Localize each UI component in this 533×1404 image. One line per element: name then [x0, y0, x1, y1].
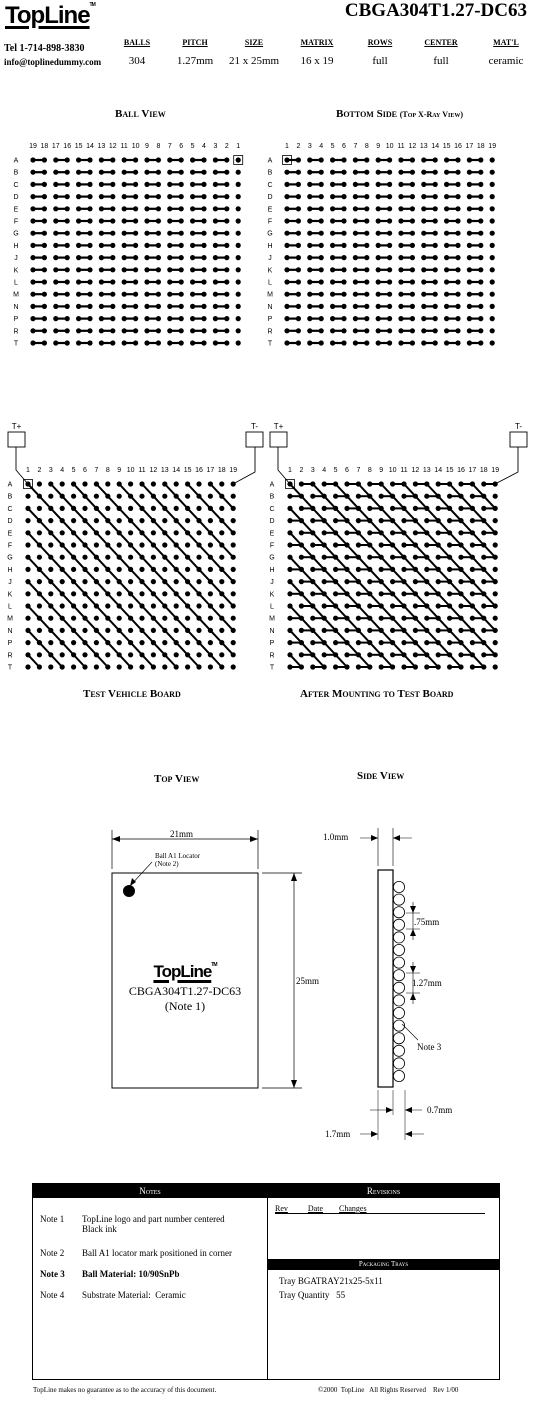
column-label: 3	[48, 467, 53, 474]
revisions-table-header: Rev Date Changes	[275, 1204, 485, 1214]
column-label: 7	[353, 143, 358, 150]
column-label: 1	[285, 143, 289, 150]
column-label: 16	[457, 467, 465, 474]
column-label: 16	[63, 143, 72, 150]
row-label: T	[13, 340, 19, 348]
spec-value: 21 x 25mm	[228, 55, 280, 67]
bottom-side-title: Bottom Side (Top X-Ray View)	[336, 108, 464, 120]
column-label: 2	[224, 143, 229, 150]
side-ball	[393, 919, 404, 930]
column-label: 9	[376, 143, 381, 150]
column-label: 4	[319, 143, 324, 150]
spec-value: 304	[128, 55, 146, 67]
row-label: A	[269, 481, 275, 489]
spec-value: full	[372, 55, 388, 67]
row-label: C	[13, 181, 19, 189]
spec-label: ROWS	[367, 38, 393, 47]
column-label: 6	[179, 143, 184, 150]
column-label: 7	[167, 143, 172, 150]
spec-value: 16 x 19	[300, 55, 334, 67]
row-label: L	[14, 279, 18, 287]
row-label: N	[13, 303, 19, 311]
row-label: L	[8, 603, 12, 611]
column-label: 5	[190, 143, 195, 150]
bottom-left-dimension: 1.7mm	[325, 1129, 351, 1139]
row-label: B	[269, 493, 275, 501]
chip-marking: TopLine™ CBGA304T1.27-DC63 (Note 1)	[128, 962, 242, 1013]
row-label: G	[269, 554, 275, 562]
row-label: F	[13, 218, 19, 226]
column-label: 18	[40, 143, 49, 150]
top-view-title: Top View	[154, 773, 200, 785]
row-label: N	[267, 303, 273, 311]
column-label: 12	[408, 143, 417, 150]
row-label: R	[13, 328, 19, 336]
note-number: Note 4	[40, 1290, 65, 1300]
column-label: 10	[385, 143, 394, 150]
row-label: H	[13, 242, 19, 250]
side-ball	[393, 944, 404, 955]
row-label: P	[7, 640, 13, 648]
row-label: J	[268, 255, 272, 263]
row-label: H	[7, 566, 13, 574]
row-label: T	[267, 340, 273, 348]
column-label: 4	[322, 467, 327, 474]
row-label: P	[269, 640, 275, 648]
column-label: 18	[217, 467, 226, 474]
row-label: R	[267, 328, 273, 336]
side-ball	[393, 1058, 404, 1069]
row-label: G	[267, 230, 273, 238]
column-label: 19	[491, 467, 500, 474]
column-label: 10	[131, 143, 140, 150]
column-label: 13	[419, 143, 428, 150]
column-label: 8	[156, 143, 161, 150]
row-label: H	[267, 242, 273, 250]
row-label: D	[267, 194, 273, 202]
ball-diameter-dimension: .75mm	[414, 917, 440, 927]
column-label: 5	[71, 467, 76, 474]
column-label: 6	[345, 467, 349, 474]
thickness-dimension: 1.0mm	[323, 832, 349, 842]
notes-panel	[32, 1183, 500, 1380]
column-label: 4	[202, 143, 206, 150]
side-ball	[393, 970, 404, 981]
height-dimension: 25mm	[296, 976, 320, 986]
test-vehicle-title: Test Vehicle Board	[83, 688, 181, 700]
ball-view-title: Ball View	[115, 108, 166, 120]
topline-logo: TopLine™	[5, 2, 95, 29]
column-label: 19	[29, 143, 37, 150]
row-label: L	[268, 279, 272, 287]
spec-label: CENTER	[424, 38, 458, 47]
column-label: 5	[333, 467, 338, 474]
column-label: 16	[454, 143, 462, 150]
row-label: N	[269, 627, 275, 635]
note-text: Ball A1 locator mark positioned in corner	[82, 1248, 232, 1258]
row-label: B	[267, 169, 273, 177]
column-label: 10	[388, 467, 397, 474]
column-label: 5	[330, 143, 335, 150]
column-label: 6	[83, 467, 87, 474]
row-label: C	[7, 505, 13, 513]
row-label: E	[7, 530, 13, 538]
row-label: K	[269, 591, 275, 599]
row-label: L	[270, 603, 274, 611]
row-label: A	[267, 157, 273, 165]
row-label: K	[7, 591, 13, 599]
column-label: 14	[172, 467, 181, 474]
column-label: 14	[434, 467, 443, 474]
row-label: K	[13, 267, 19, 275]
row-label: K	[267, 267, 273, 275]
column-label: 3	[213, 143, 218, 150]
row-label: G	[13, 230, 19, 238]
column-label: 18	[479, 467, 488, 474]
row-label: M	[7, 615, 13, 623]
after-mounting-title: After Mounting to Test Board	[300, 688, 454, 700]
row-label: E	[13, 206, 19, 214]
column-label: 11	[138, 467, 146, 474]
row-label: D	[13, 194, 19, 202]
row-label: C	[269, 505, 275, 513]
part-number-title: CBGA304T1.27-DC63	[344, 0, 527, 21]
row-label: B	[7, 493, 13, 501]
column-label: 7	[356, 467, 361, 474]
column-label: 2	[296, 143, 301, 150]
row-label: E	[269, 530, 275, 538]
spec-label: MATRIX	[300, 38, 334, 47]
column-label: 15	[183, 467, 192, 474]
row-label: M	[269, 615, 275, 623]
side-substrate	[378, 870, 393, 1087]
spec-label: SIZE	[244, 38, 264, 47]
column-label: 12	[108, 143, 117, 150]
column-label: 14	[86, 143, 94, 150]
side-ball	[393, 957, 404, 968]
row-label: B	[13, 169, 19, 177]
note3-callout: Note 3	[417, 1042, 442, 1052]
column-label: 8	[105, 467, 110, 474]
note-text: Substrate Material: Ceramic	[82, 1290, 186, 1300]
side-ball	[393, 881, 404, 892]
spec-label: PITCH	[182, 38, 208, 47]
column-label: 19	[229, 467, 238, 474]
side-balls	[393, 881, 404, 1081]
side-ball	[393, 1070, 404, 1081]
column-label: 1	[236, 143, 241, 150]
side-ball	[393, 894, 404, 905]
spec-label: BALLS	[123, 38, 151, 47]
column-label: 8	[367, 467, 372, 474]
ball-a1-locator-icon	[123, 885, 135, 897]
side-view-title: Side View	[357, 770, 405, 782]
column-label: 1	[288, 467, 292, 474]
column-label: 13	[97, 143, 106, 150]
note-text: TopLine logo and part number centered Black ink	[82, 1214, 225, 1234]
side-ball	[393, 932, 404, 943]
column-label: 3	[310, 467, 315, 474]
row-label: J	[8, 579, 12, 587]
column-label: 15	[74, 143, 83, 150]
row-label: D	[7, 518, 13, 526]
note-text: Ball Material: 10/90SnPb	[82, 1269, 180, 1279]
row-label: N	[7, 627, 13, 635]
tray-quantity: Tray Quantity 55	[279, 1290, 346, 1300]
row-label: T	[7, 664, 13, 672]
spec-value: 1.27mm	[176, 55, 214, 67]
row-label: F	[267, 218, 273, 226]
column-label: 15	[442, 143, 451, 150]
row-label: C	[267, 181, 273, 189]
spec-label: MAT'L	[493, 38, 519, 47]
spec-value: ceramic	[488, 55, 524, 67]
row-label: H	[269, 566, 275, 574]
row-label: P	[13, 316, 19, 324]
pitch-dimension: 1.27mm	[412, 978, 442, 988]
column-label: 13	[422, 467, 431, 474]
side-ball	[393, 982, 404, 993]
side-ball	[393, 995, 404, 1006]
column-label: 12	[411, 467, 420, 474]
column-label: 1	[26, 467, 30, 474]
note-number: Note 1	[40, 1214, 65, 1224]
row-label: F	[7, 542, 13, 550]
column-label: 2	[37, 467, 42, 474]
column-label: 17	[51, 143, 60, 150]
side-ball	[393, 1045, 404, 1056]
row-label: A	[7, 481, 13, 489]
row-label: J	[14, 255, 18, 263]
row-label: T	[269, 664, 275, 672]
column-label: 11	[400, 467, 408, 474]
column-label: 18	[476, 143, 485, 150]
column-label: 7	[94, 467, 99, 474]
bottom-right-dimension: 0.7mm	[427, 1105, 453, 1115]
email-text: info@toplinedummy.com	[4, 57, 102, 67]
row-label: A	[13, 157, 19, 165]
column-label: 16	[195, 467, 203, 474]
column-label: 9	[379, 467, 384, 474]
column-label: 2	[299, 467, 304, 474]
row-label: P	[267, 316, 273, 324]
t-plus-terminal-2-label: T+	[273, 422, 284, 431]
column-label: 6	[342, 143, 346, 150]
column-label: 17	[206, 467, 215, 474]
row-label: R	[7, 652, 13, 660]
column-label: 11	[120, 143, 128, 150]
column-label: 4	[60, 467, 65, 474]
spec-value: full	[433, 55, 449, 67]
row-label: F	[269, 542, 275, 550]
column-label: 13	[160, 467, 169, 474]
revisions-header: Revisions	[268, 1184, 499, 1198]
t-minus-terminal-2-label: T-	[514, 422, 523, 431]
column-label: 19	[488, 143, 497, 150]
notes-header: Notes	[33, 1184, 267, 1198]
column-label: 17	[465, 143, 474, 150]
column-label: 17	[468, 467, 477, 474]
row-label: M	[267, 291, 273, 299]
column-label: 15	[445, 467, 454, 474]
side-ball	[393, 1007, 404, 1018]
packaging-header: Packaging Trays	[268, 1259, 499, 1270]
locator-label: Ball A1 Locator (Note 2)	[155, 852, 201, 868]
column-label: 8	[364, 143, 369, 150]
column-label: 10	[126, 467, 135, 474]
side-ball	[393, 907, 404, 918]
column-label: 9	[145, 143, 149, 150]
column-label: 12	[149, 467, 158, 474]
row-label: E	[267, 206, 273, 214]
column-label: 11	[397, 143, 405, 150]
t-plus-terminal-label: T+	[11, 422, 22, 431]
row-label: M	[13, 291, 19, 299]
row-label: D	[269, 518, 275, 526]
t-minus-terminal-label: T-	[250, 422, 259, 431]
column-label: 9	[117, 467, 122, 474]
note-number: Note 2	[40, 1248, 65, 1258]
column-label: 3	[307, 143, 312, 150]
side-ball	[393, 1020, 404, 1031]
copyright: ©2000 TopLine All Rights Reserved Rev 1/00	[318, 1386, 459, 1394]
disclaimer: TopLine makes no guarantee as to the accuracy of this document.	[33, 1386, 217, 1394]
row-label: J	[270, 579, 274, 587]
tray-part: Tray BGATRAY21x25-5x11	[279, 1276, 383, 1286]
phone-text: Tel 1-714-898-3830	[4, 43, 85, 54]
note-number: Note 3	[40, 1269, 65, 1279]
row-label: R	[269, 652, 275, 660]
row-label: G	[7, 554, 13, 562]
width-dimension: 21mm	[170, 829, 194, 839]
column-label: 14	[431, 143, 440, 150]
side-ball	[393, 1033, 404, 1044]
